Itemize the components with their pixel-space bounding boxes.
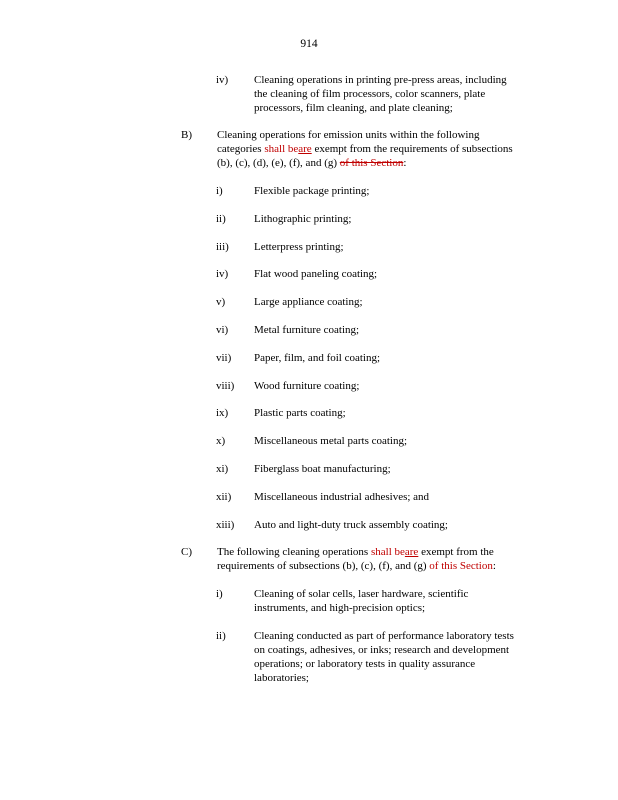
list-text-line: processors, film cleaning, and plate cleaning; <box>254 102 453 114</box>
list-text: Metal furniture coating; <box>254 324 360 336</box>
list-text: Large appliance coating; <box>254 296 363 308</box>
list-label: iv) <box>216 74 229 86</box>
list-text: Paper, film, and foil coating; <box>254 352 381 364</box>
list-item <box>216 518 234 532</box>
list-label: xii) <box>216 491 232 503</box>
list-text-line: operations; or laboratory tests in quality assurance <box>254 658 476 670</box>
list-label: xiii) <box>216 519 235 531</box>
list-label: viii) <box>216 380 235 392</box>
list-item <box>216 406 228 420</box>
section-text-line: The following cleaning operations shall beare exempt from the <box>217 546 494 558</box>
list-text: Miscellaneous industrial adhesives; and <box>254 491 430 503</box>
list-item <box>216 212 226 226</box>
list-text: Fiberglass boat manufacturing; <box>254 463 391 475</box>
list-label: vii) <box>216 352 232 364</box>
list-text-line: on coatings, adhesives, or inks; research and development <box>254 644 510 656</box>
list-text: Wood furniture coating; <box>254 380 360 392</box>
list-label: x) <box>216 435 226 447</box>
inserted-text: are <box>404 546 419 558</box>
section-label: C) <box>181 546 192 558</box>
inserted-text: shall be <box>370 546 405 558</box>
list-item <box>216 184 223 198</box>
list-item <box>216 490 231 504</box>
section-text-line: (b), (c), (d), (e), (f), and (g) of this Section: <box>217 157 407 169</box>
list-label: ii) <box>216 630 226 642</box>
deleted-text: of this Section <box>339 157 404 169</box>
list-text-line: instruments, and high-precision optics; <box>254 602 426 614</box>
list-text: Flexible package printing; <box>254 185 370 197</box>
list-text: Miscellaneous metal parts coating; <box>254 435 408 447</box>
section-text-line: requirements of subsections (b), (c), (f), and (g) of this Section: <box>217 560 496 572</box>
list-item <box>216 379 234 393</box>
list-item <box>216 240 229 254</box>
list-text-line: Cleaning operations in printing pre-press areas, including <box>254 74 507 86</box>
inserted-text: shall be <box>264 143 299 155</box>
list-label: v) <box>216 296 226 308</box>
list-label: ii) <box>216 213 226 225</box>
section-text-line: Cleaning operations for emission units within the following <box>217 129 480 141</box>
list-label: i) <box>216 588 223 600</box>
list-item <box>216 434 225 448</box>
list-text: Plastic parts coating; <box>254 407 346 419</box>
list-text: Letterpress printing; <box>254 241 344 253</box>
list-label: vi) <box>216 324 229 336</box>
section-label: B) <box>181 129 192 141</box>
list-text-line: the cleaning of film processors, color scanners, plate <box>254 88 486 100</box>
red-text: of this Section <box>429 560 493 572</box>
list-text: Auto and light-duty truck assembly coating; <box>254 519 448 531</box>
list-label: iii) <box>216 241 229 253</box>
list-text-line: Cleaning of solar cells, laser hardware, scientific <box>254 588 469 600</box>
list-item <box>216 323 228 337</box>
list-label: i) <box>216 185 223 197</box>
list-item <box>216 295 225 309</box>
list-item <box>216 462 228 476</box>
list-label: ix) <box>216 407 229 419</box>
list-label: iv) <box>216 268 229 280</box>
list-text: Flat wood paneling coating; <box>254 268 378 280</box>
list-text-line: laboratories; <box>254 672 309 684</box>
list-item <box>216 267 228 281</box>
section-text-line: categories shall beare exempt from the requirements of subsections <box>217 143 513 155</box>
list-label: xi) <box>216 463 229 475</box>
list-text-line: Cleaning conducted as part of performance laboratory tests <box>254 630 514 642</box>
list-text: Lithographic printing; <box>254 213 352 225</box>
list-item <box>216 351 231 365</box>
inserted-text: are <box>298 143 312 155</box>
page-number: 914 <box>300 38 318 50</box>
